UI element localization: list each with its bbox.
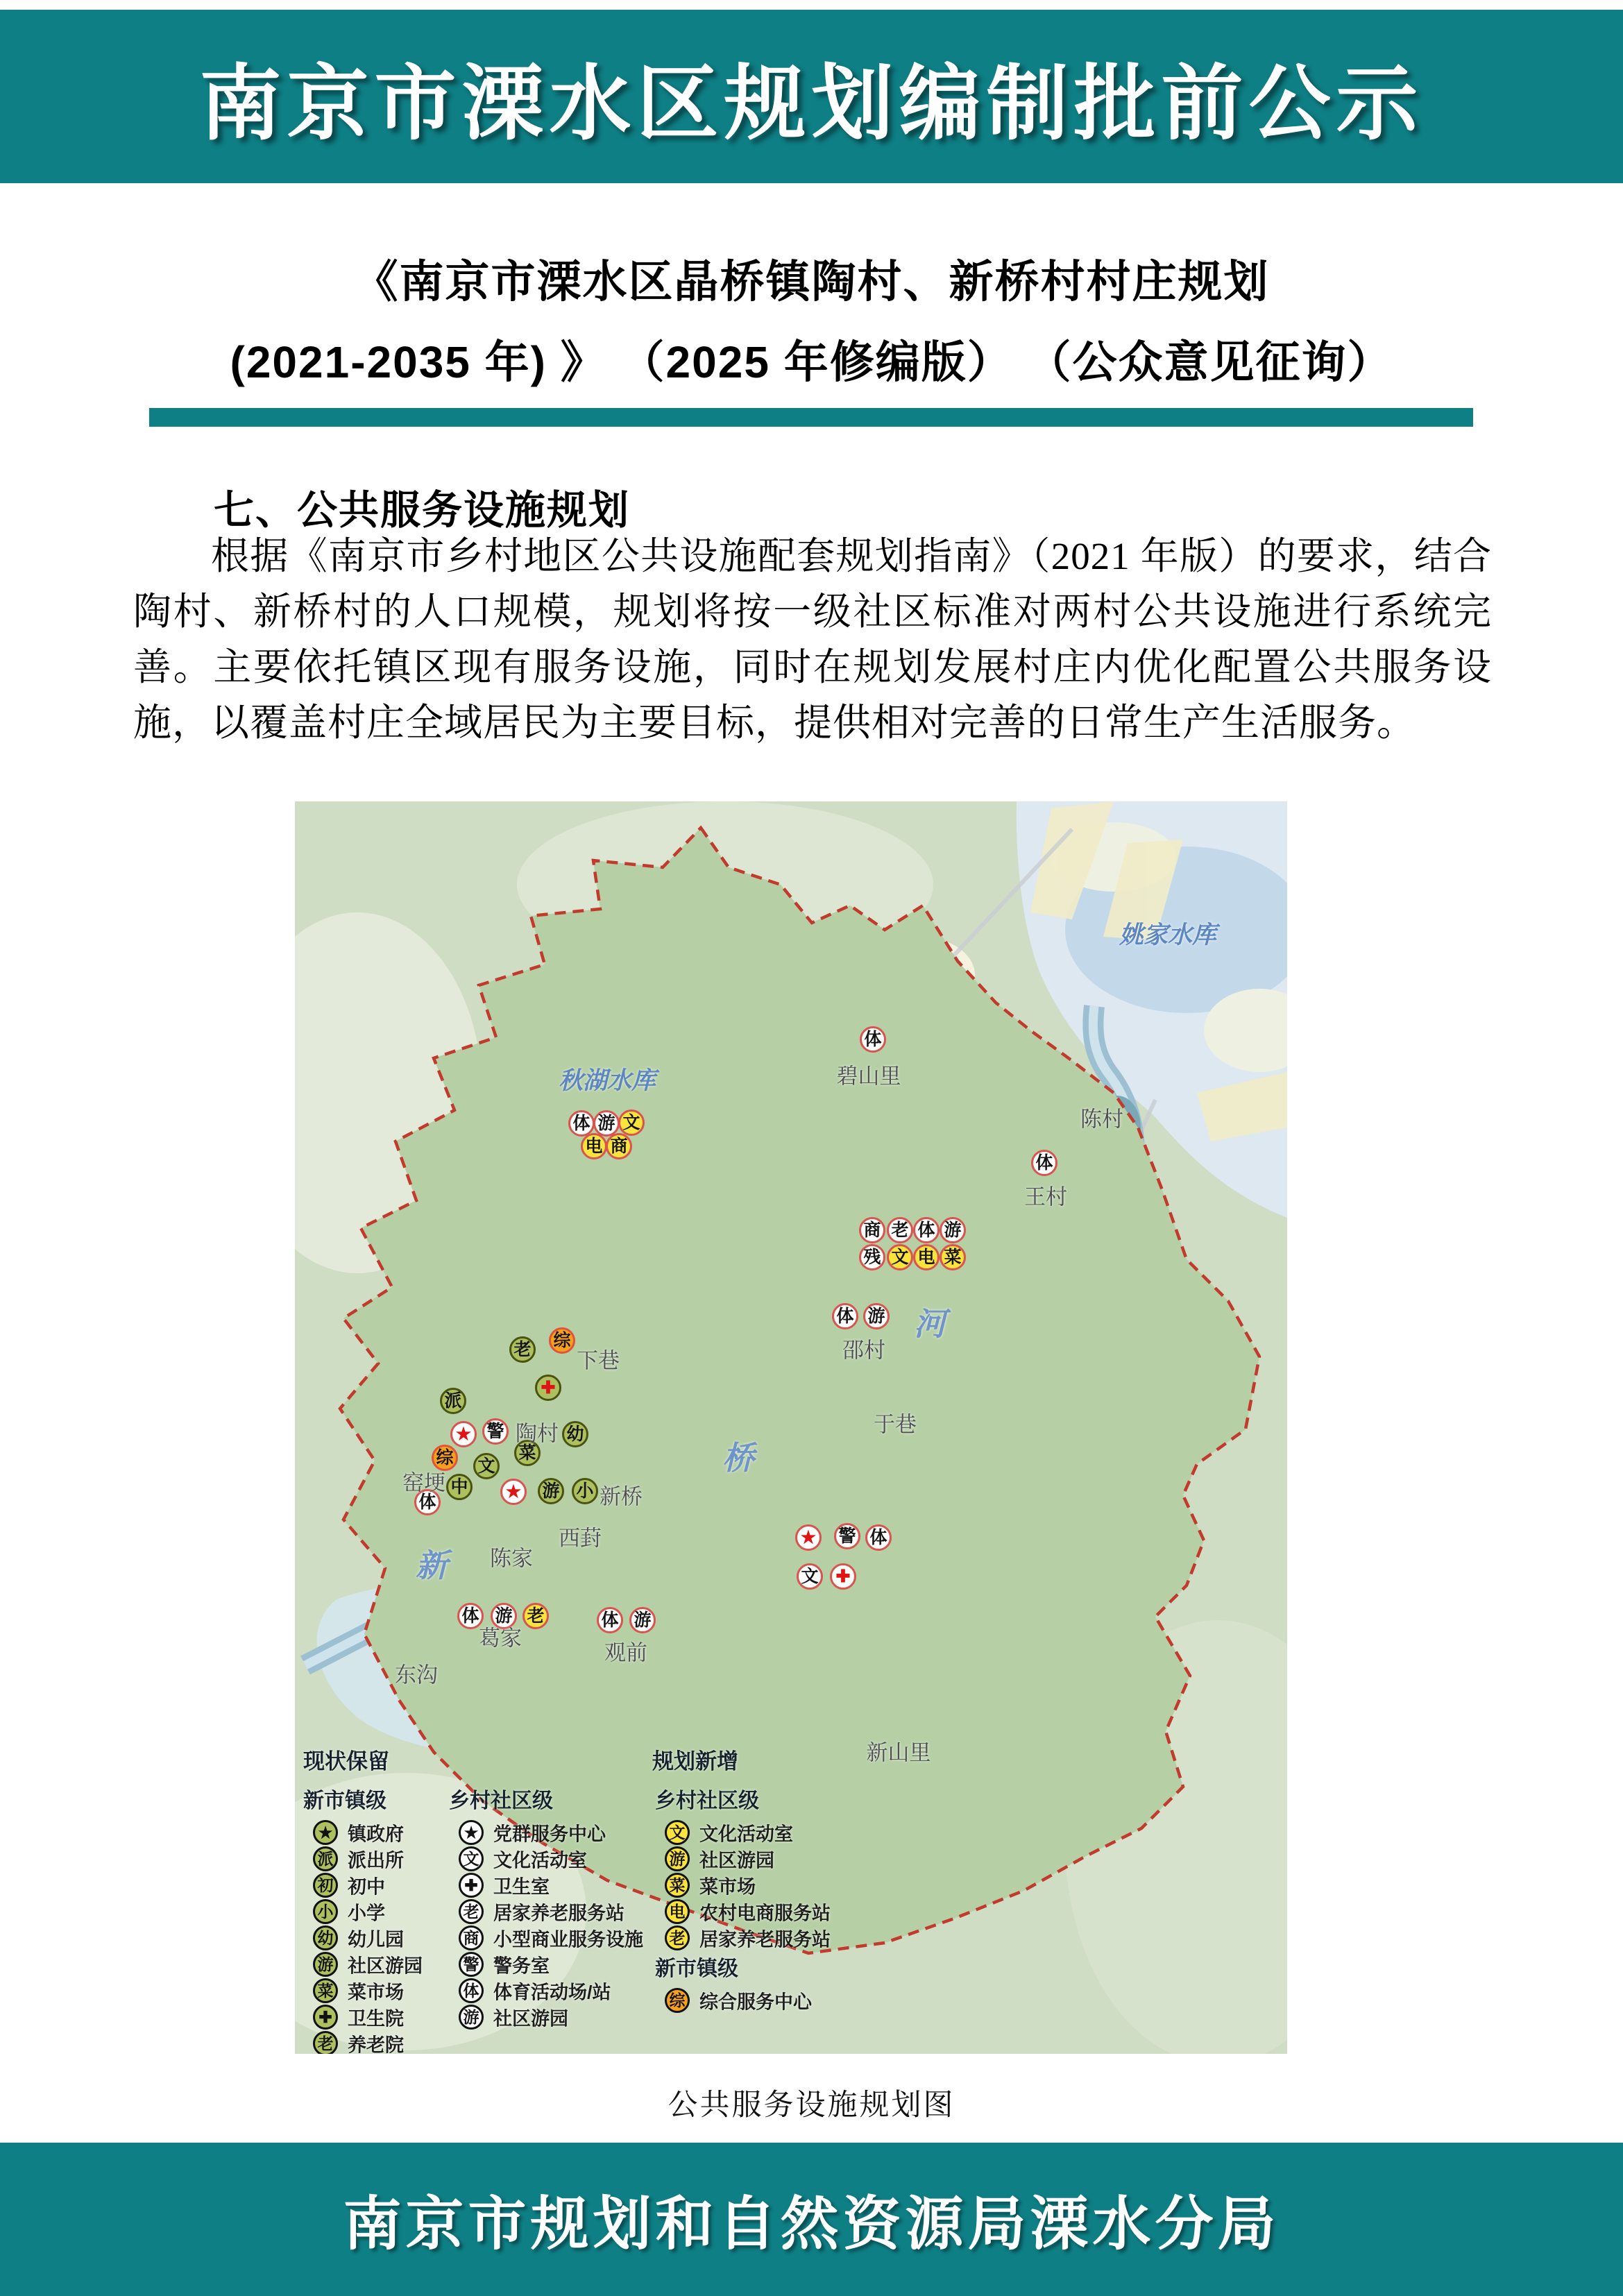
map-facility-icon-游: 游: [629, 1607, 656, 1633]
map-label-秋湖水库: 秋湖水库: [558, 1067, 656, 1094]
legend-icon-卫生院: ✚: [313, 2005, 338, 2030]
footer-text: 南京市规划和自然资源局溧水分局: [343, 2193, 1280, 2257]
map-label-新山里: 新山里: [866, 1740, 931, 1765]
legend-icon-警务室: 警: [459, 1952, 484, 1977]
map-facility-icon-老: 老: [509, 1336, 536, 1363]
legend-icon-小型商业服务设施: 商: [459, 1925, 484, 1950]
map-facility-icon-派: 派: [440, 1388, 466, 1414]
map-label-西葑: 西葑: [559, 1526, 602, 1551]
map-facility-icon-体: 体: [414, 1489, 441, 1515]
legend-icon-农村电商服务站: 电: [665, 1899, 690, 1924]
map-facility-icon-游: 游: [491, 1603, 517, 1629]
map-facility-icon-残: 残: [859, 1244, 885, 1270]
map-facility-icon-警: 警: [482, 1418, 509, 1445]
legend-icon-养老院: 老: [313, 2031, 338, 2054]
map: [295, 801, 1287, 2054]
map-label-碧山里: 碧山里: [836, 1064, 901, 1089]
legend-subheader-乡村社区级: 乡村社区级: [655, 1789, 759, 1812]
legend-label-卫生室: 卫生室: [493, 1876, 550, 1898]
map-label-葛家: 葛家: [479, 1626, 522, 1651]
map-facility-icon-电: 电: [581, 1133, 607, 1159]
map-facility-icon-中: 中: [446, 1474, 473, 1500]
legend-label-党群服务中心: 党群服务中心: [493, 1823, 606, 1845]
legend-subheader-新市镇级: 新市镇级: [655, 1957, 738, 1980]
map-facility-icon-菜: 菜: [514, 1440, 541, 1466]
map-facility-icon-体: 体: [865, 1524, 892, 1551]
map-label-陈村: 陈村: [1080, 1107, 1123, 1132]
legend-icon-派出所: 派: [313, 1846, 338, 1871]
legend-label-社区游园: 社区游园: [699, 1850, 774, 1871]
map-facility-icon-小: 小: [572, 1478, 598, 1504]
legend-subheader-乡村社区级: 乡村社区级: [449, 1789, 553, 1812]
map-facility-icon-老: 老: [887, 1217, 913, 1243]
legend-label-文化活动室: 文化活动室: [493, 1850, 587, 1871]
map-label-桥: 桥: [722, 1440, 754, 1476]
legend-label-初中: 初中: [348, 1876, 385, 1898]
map-facility-icon-商: 商: [859, 1217, 885, 1243]
map-facility-icon-✚: ✚: [830, 1563, 856, 1590]
legend-icon-初中: 初: [313, 1873, 338, 1898]
document-subtitle: [0, 241, 1623, 402]
legend-icon-卫生室: ✚: [459, 1873, 484, 1898]
map-facility-icon-菜: 菜: [940, 1244, 966, 1270]
legend-icon-镇政府: ★: [313, 1820, 338, 1845]
map-facility-icon-游: 游: [593, 1110, 620, 1137]
legend-icon-文化活动室: 文: [665, 1820, 690, 1845]
legend-label-派出所: 派出所: [348, 1850, 404, 1871]
legend-label-幼儿园: 幼儿园: [348, 1929, 404, 1950]
map-facility-icon-体: 体: [832, 1303, 858, 1329]
map-facility-icon-体: 体: [597, 1607, 623, 1633]
legend-icon-幼儿园: 幼: [313, 1925, 338, 1950]
legend-label-文化活动室: 文化活动室: [699, 1823, 793, 1845]
teal-divider: [149, 408, 1473, 427]
legend-icon-体育活动场/站: 体: [459, 1978, 484, 2003]
map-label-新: 新: [416, 1547, 448, 1583]
map-facility-icon-体: 体: [913, 1217, 940, 1243]
legend-group-规划新增: 规划新增: [652, 1749, 738, 1774]
legend-label-居家养老服务站: 居家养老服务站: [699, 1929, 831, 1950]
legend-icon-党群服务中心: ★: [459, 1820, 484, 1845]
footer-band: [0, 2143, 1623, 2296]
map-facility-icon-体: 体: [568, 1110, 595, 1137]
map-facility-icon-老: 老: [522, 1603, 549, 1629]
map-label-观前: 观前: [604, 1640, 647, 1665]
header-band: [0, 10, 1623, 183]
map-terrain: [295, 801, 1287, 2054]
map-facility-icon-体: 体: [457, 1603, 484, 1629]
legend-label-农村电商服务站: 农村电商服务站: [699, 1903, 831, 1924]
map-facility-icon-体: 体: [1031, 1150, 1057, 1176]
legend-label-体育活动场/站: 体育活动场/站: [493, 1982, 611, 2003]
map-facility-icon-文: 文: [473, 1453, 500, 1479]
legend-icon-社区游园: 游: [665, 1846, 690, 1871]
map-label-东沟: 东沟: [395, 1663, 438, 1687]
legend-icon-居家养老服务站: 老: [665, 1925, 690, 1950]
map-facility-icon-综: 综: [549, 1327, 575, 1354]
map-facility-icon-幼: 幼: [562, 1421, 588, 1447]
page-title: 南京市溧水区规划编制批前公示: [199, 59, 1424, 150]
legend-label-居家养老服务站: 居家养老服务站: [493, 1903, 624, 1924]
legend-label-社区游园: 社区游园: [348, 1955, 423, 1977]
legend-label-卫生院: 卫生院: [348, 2008, 404, 2030]
map-label-窑埂: 窑埂: [402, 1470, 445, 1495]
legend-subheader-新市镇级: 新市镇级: [303, 1789, 386, 1812]
map-label-新桥: 新桥: [600, 1484, 643, 1509]
legend-icon-社区游园: 游: [313, 1952, 338, 1977]
map-facility-icon-★: ★: [795, 1524, 822, 1551]
map-facility-icon-游: 游: [863, 1303, 890, 1329]
legend-label-菜市场: 菜市场: [348, 1982, 404, 2003]
legend-icon-菜市场: 菜: [665, 1873, 690, 1898]
map-label-陶村: 陶村: [516, 1421, 559, 1446]
subtitle-line-2: (2021-2035 年) 》 （2025 年修编版） （公众意见征询）: [230, 337, 1393, 387]
subtitle-line-1: 《南京市溧水区晶桥镇陶村、新桥村村庄规划: [353, 257, 1270, 307]
legend-icon-居家养老服务站: 老: [459, 1899, 484, 1924]
map-facility-icon-★: ★: [450, 1421, 477, 1447]
legend-label-警务室: 警务室: [493, 1955, 550, 1977]
map-facility-icon-电: 电: [913, 1244, 940, 1270]
legend-label-综合服务中心: 综合服务中心: [699, 1991, 812, 2013]
map-facility-icon-体: 体: [860, 1026, 886, 1053]
section-heading: 七、公共服务设施规划: [214, 488, 631, 533]
map-label-姚家水库: 姚家水库: [1119, 921, 1217, 949]
legend-icon-菜市场: 菜: [313, 1978, 338, 2003]
body-paragraph: 根据《南京市乡村地区公共设施配套规划指南》（2021 年版）的要求，结合陶村、新桥村的人口规模，规划将按一级社区标准对两村公共设施进行系统完善。主要依托镇区现有服务设施，同时在规划发展村庄内优化配置公共服务设施，以覆盖村庄全域居民为主要目标，提供相对完善的日常生产生活服务。: [133, 535, 1492, 744]
map-facility-icon-综: 综: [432, 1445, 458, 1471]
legend-label-养老院: 养老院: [348, 2034, 404, 2054]
legend-label-镇政府: 镇政府: [348, 1823, 404, 1845]
legend-label-小学: 小学: [348, 1903, 385, 1924]
map-facility-icon-✚: ✚: [535, 1375, 561, 1401]
legend-label-社区游园: 社区游园: [493, 2008, 568, 2030]
map-facility-icon-文: 文: [618, 1109, 645, 1136]
map-facility-icon-★: ★: [500, 1479, 527, 1505]
map-label-下巷: 下巷: [577, 1348, 620, 1373]
legend-icon-小学: 小: [313, 1899, 338, 1924]
legend-label-小型商业服务设施: 小型商业服务设施: [493, 1929, 643, 1950]
legend-icon-文化活动室: 文: [459, 1846, 484, 1871]
map-facility-icon-游: 游: [940, 1217, 966, 1243]
map-facility-icon-游: 游: [538, 1478, 564, 1504]
legend-icon-社区游园: 游: [459, 2005, 484, 2030]
map-facility-icon-警: 警: [834, 1523, 860, 1549]
map-facility-icon-文: 文: [887, 1244, 913, 1270]
legend-group-现状保留: 现状保留: [303, 1749, 389, 1774]
legend-label-菜市场: 菜市场: [699, 1876, 756, 1898]
map-label-邵村: 邵村: [842, 1338, 885, 1363]
map-label-于巷: 于巷: [874, 1412, 917, 1437]
map-facility-icon-商: 商: [606, 1133, 632, 1159]
map-label-王村: 王村: [1024, 1184, 1067, 1209]
map-caption: 公共服务设施规划图: [668, 2089, 955, 2122]
map-label-陈家: 陈家: [490, 1546, 533, 1571]
map-facility-icon-文: 文: [797, 1563, 823, 1590]
legend-icon-综合服务中心: 综: [665, 1988, 690, 2013]
map-label-河: 河: [914, 1306, 946, 1342]
